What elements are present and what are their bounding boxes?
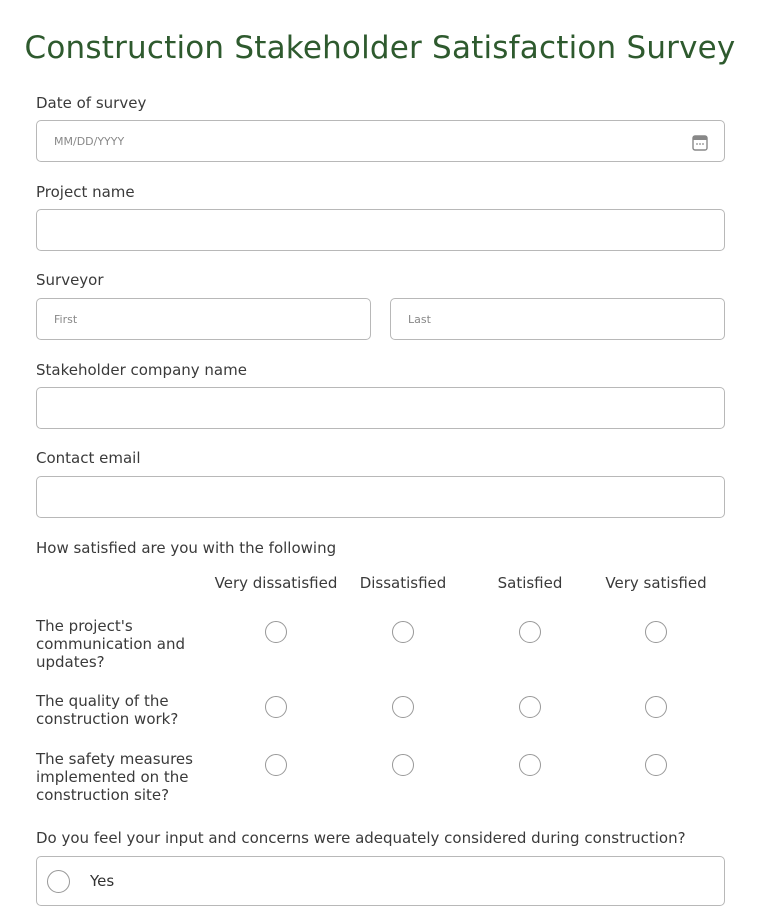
radio-r2-satisfied[interactable] bbox=[519, 696, 541, 718]
surveyor-label: Surveyor bbox=[36, 271, 104, 289]
row-communication: The project's communication and updates? bbox=[36, 617, 185, 671]
company-name-input[interactable] bbox=[36, 387, 725, 429]
row-quality: The quality of the construction work? bbox=[36, 692, 179, 728]
radio-r3-dissatisfied[interactable] bbox=[392, 754, 414, 776]
contact-email-input[interactable] bbox=[36, 476, 725, 518]
row-safety: The safety measures implemented on the construction site? bbox=[36, 750, 193, 804]
radio-r2-very-satisfied[interactable] bbox=[645, 696, 667, 718]
calendar-icon[interactable] bbox=[692, 133, 708, 151]
email-label: Contact email bbox=[36, 449, 141, 467]
option-yes[interactable] bbox=[36, 856, 725, 906]
project-label: Project name bbox=[36, 183, 135, 201]
company-label: Stakeholder company name bbox=[36, 361, 247, 379]
surveyor-last-input[interactable] bbox=[390, 298, 725, 340]
date-label: Date of survey bbox=[36, 94, 147, 112]
radio-r1-dissatisfied[interactable] bbox=[392, 621, 414, 643]
radio-r3-very-satisfied[interactable] bbox=[645, 754, 667, 776]
radio-r3-very-dissatisfied[interactable] bbox=[265, 754, 287, 776]
col-dissatisfied: Dissatisfied bbox=[359, 574, 447, 592]
col-satisfied: Satisfied bbox=[497, 574, 563, 592]
col-very-satisfied: Very satisfied bbox=[605, 574, 707, 592]
option-yes-label: Yes bbox=[90, 872, 115, 890]
radio-r2-dissatisfied[interactable] bbox=[392, 696, 414, 718]
page-title: Construction Stakeholder Satisfaction Survey bbox=[24, 30, 736, 66]
date-placeholder: MM/DD/YYYY bbox=[54, 134, 125, 148]
surveyor-first-input[interactable] bbox=[36, 298, 371, 340]
date-field[interactable] bbox=[36, 120, 725, 162]
input-question-label: Do you feel your input and concerns were adequately considered during construction? bbox=[36, 829, 686, 847]
last-placeholder: Last bbox=[408, 312, 431, 326]
project-name-input[interactable] bbox=[36, 209, 725, 251]
radio-r1-satisfied[interactable] bbox=[519, 621, 541, 643]
radio-r1-very-dissatisfied[interactable] bbox=[265, 621, 287, 643]
matrix-label: How satisfied are you with the following bbox=[36, 539, 337, 557]
radio-r3-satisfied[interactable] bbox=[519, 754, 541, 776]
col-very-dissatisfied: Very dissatisfied bbox=[214, 574, 338, 592]
radio-r2-very-dissatisfied[interactable] bbox=[265, 696, 287, 718]
radio-yes[interactable] bbox=[47, 870, 70, 893]
radio-r1-very-satisfied[interactable] bbox=[645, 621, 667, 643]
first-placeholder: First bbox=[54, 312, 78, 326]
